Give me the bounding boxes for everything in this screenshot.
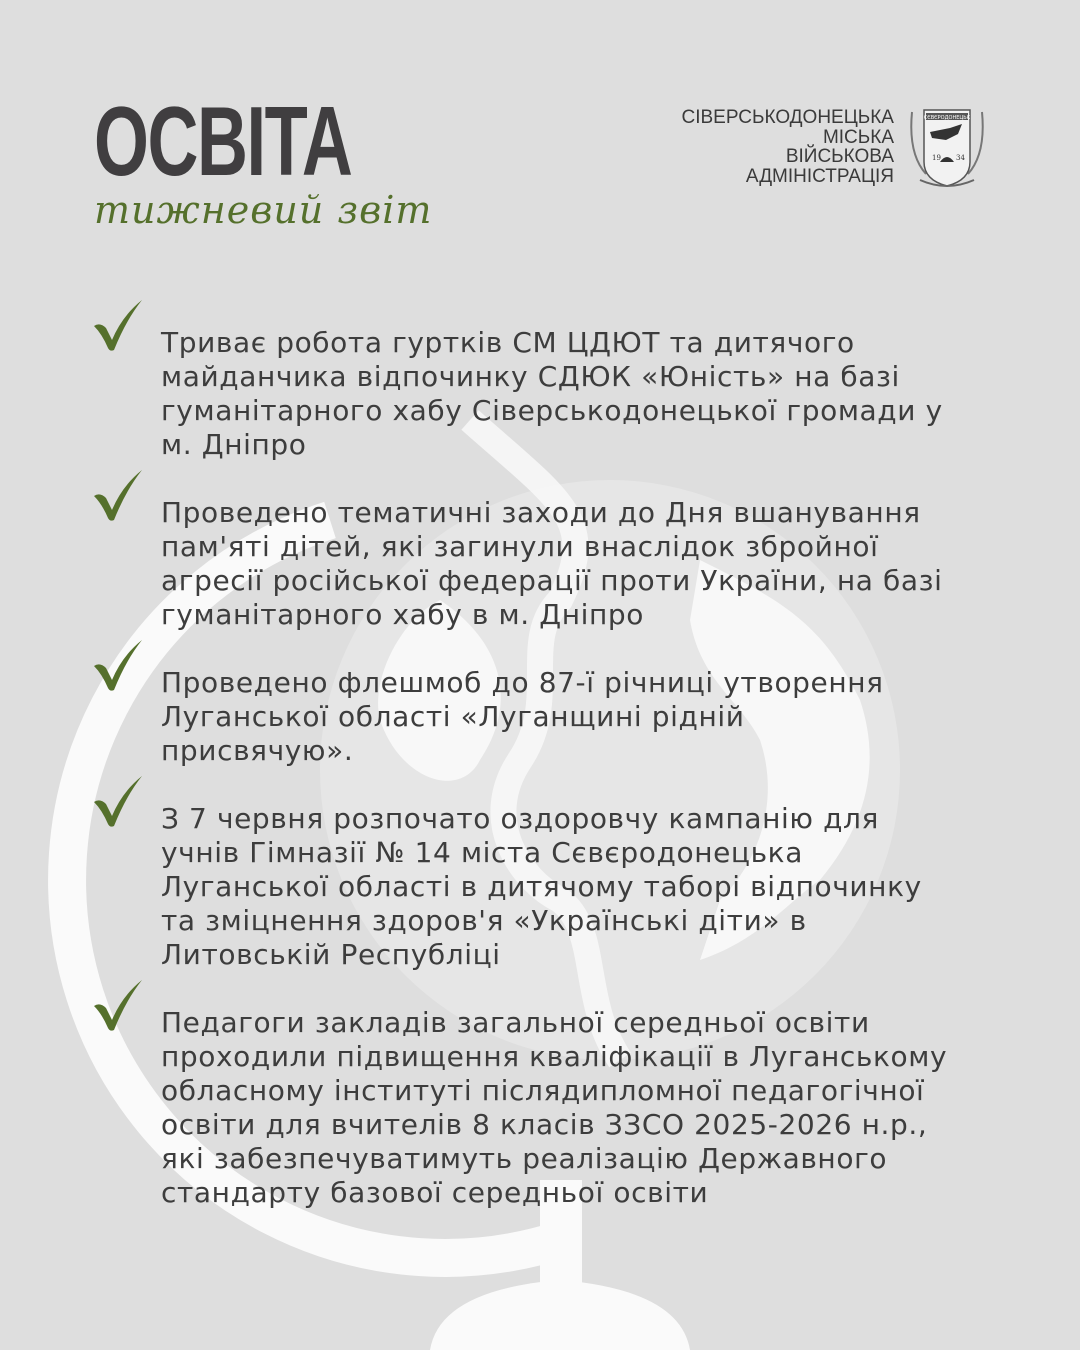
text-line: освіти для вчителів 8 класів ЗЗСО 2025-2026 н.р., — [161, 1108, 928, 1141]
org-line: СІВЕРСЬКОДОНЕЦЬКА — [681, 107, 894, 128]
emblem-label: СЄВЄРОДОНЕЦЬК — [923, 115, 971, 121]
page-title: ОСВІТА — [94, 86, 352, 196]
item-text — [161, 666, 884, 768]
text-line: Литовській Республіці — [161, 938, 501, 971]
emblem-year-right: 34 — [956, 154, 965, 162]
text-line: З 7 червня розпочато оздоровчу кампанію для — [161, 802, 879, 835]
text-line: які забезпечуватимуть реалізацію Державного — [161, 1142, 888, 1175]
text-line: Триває робота гуртків СМ ЦДЮТ та дитячого — [161, 326, 855, 359]
text-line: гуманітарного хабу Сіверськодонецької громади у — [161, 394, 943, 427]
item-text — [161, 1006, 947, 1210]
checkmark-icon — [92, 776, 144, 828]
text-line: Педагоги закладів загальної середньої освіти — [161, 1006, 870, 1039]
text-line: присвячую». — [161, 734, 354, 767]
text-line: агресії російської федерації проти України, на базі — [161, 564, 943, 597]
text-line: стандарту базової середньої освіти — [161, 1176, 709, 1209]
org-line: ВІЙСЬКОВА — [785, 146, 894, 167]
item-text — [161, 326, 943, 462]
text-line: м. Дніпро — [161, 428, 307, 461]
text-line: Луганської області в дитячому таборі відпочинку — [161, 870, 922, 903]
text-line: Луганської області «Луганщині рідній — [161, 700, 745, 733]
page-subtitle: тижневий звіт — [94, 188, 433, 232]
organization-name — [681, 108, 894, 186]
org-line: АДМІНІСТРАЦІЯ — [745, 165, 894, 187]
checkmark-icon — [92, 640, 144, 692]
coat-of-arms-emblem — [906, 104, 988, 192]
text-line: та зміцнення здоров'я «Українські діти» в — [161, 904, 807, 937]
item-text — [161, 496, 943, 632]
checkmark-icon — [92, 980, 144, 1032]
text-line: проходили підвищення кваліфікації в Луганському — [161, 1040, 948, 1073]
text-line: обласному інституті післядипломної педагогічної — [161, 1074, 925, 1107]
text-line: пам'яті дітей, які загинули внаслідок збройної — [161, 530, 879, 563]
checkmark-icon — [92, 300, 144, 352]
text-line: гуманітарного хабу в м. Дніпро — [161, 598, 645, 631]
text-line: учнів Гімназії № 14 міста Сєвєродонецька — [161, 836, 803, 869]
item-text — [161, 802, 922, 972]
org-line: МІСЬКА — [822, 126, 894, 148]
checkmark-icon — [92, 470, 144, 522]
emblem-year-left: 19 — [932, 154, 941, 162]
text-line: Проведено тематичні заходи до Дня вшанування — [161, 496, 921, 529]
text-line: майданчика відпочинку СДЮК «Юність» на базі — [161, 360, 900, 393]
text-line: Проведено флешмоб до 87-ї річниці утворення — [161, 666, 884, 699]
